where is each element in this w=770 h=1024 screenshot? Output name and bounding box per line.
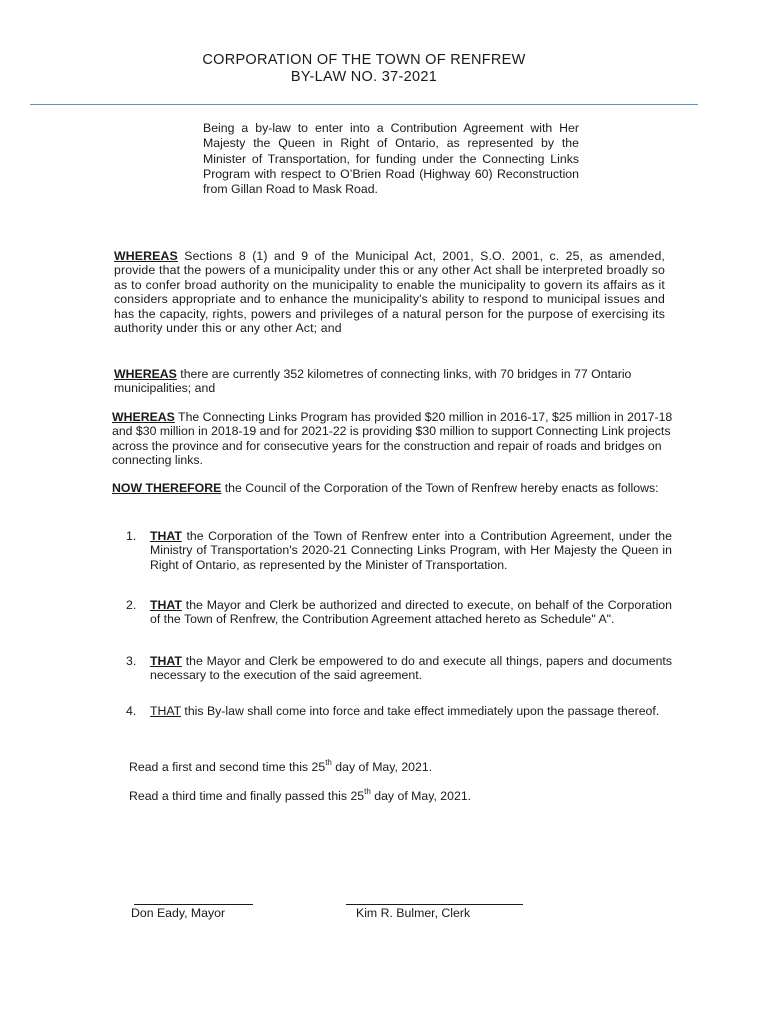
now-therefore-text: the Council of the Corporation of the Town of Renfrew hereby enacts as follows: bbox=[221, 481, 659, 495]
whereas-text: there are currently 352 kilometres of connecting links, with 70 bridges in 77 Ontario municipalities; and bbox=[114, 367, 632, 396]
that-keyword: THAT bbox=[150, 598, 182, 612]
header-divider bbox=[30, 104, 698, 105]
enactment-item-1 bbox=[126, 529, 672, 572]
mayor-name: Don Eady, Mayor bbox=[131, 906, 226, 920]
whereas-clause-1 bbox=[114, 249, 665, 335]
whereas-text: The Connecting Links Program has provided $20 million in 2016-17, $25 million in 2017-18 and $30 million in 2018-19 and for 2021-22 is providing $30 million to support Connecting Link projects across the province and for consecutive years for the construction and repair of roads and bridges on connecting links. bbox=[112, 410, 673, 468]
enactment-item-3 bbox=[126, 654, 672, 683]
whereas-clause-3 bbox=[112, 410, 684, 468]
corporation-title: CORPORATION OF THE TOWN OF RENFREW bbox=[202, 52, 526, 68]
ordinal-suffix: th bbox=[364, 787, 371, 796]
enactment-item-2 bbox=[126, 598, 672, 627]
reading-date: day of May, 2021. bbox=[331, 760, 433, 774]
now-therefore-keyword: NOW THEREFORE bbox=[112, 481, 222, 495]
reading-text: Read a third time and finally passed this 25 bbox=[129, 789, 365, 803]
item-number: 3. bbox=[126, 654, 137, 668]
item-number: 1. bbox=[126, 529, 137, 543]
item-text: the Mayor and Clerk be empowered to do and execute all things, papers and documents necessary to the execution of the said agreement. bbox=[150, 654, 672, 683]
whereas-text: Sections 8 (1) and 9 of the Municipal Act, 2001, S.O. 2001, c. 25, as amended, provide that the powers of a municipality under this or any other Act shall be interpreted broadly so as to confer broad authority on the municipality to enable the municipality to govern its affairs as it considers appropriate and to enhance the municipality's ability to respond to municipal issues and has the capacity, rights, powers and privileges of a natural person for the purpose of exercising its authority under this or any other Act; and bbox=[114, 249, 665, 336]
item-number: 4. bbox=[126, 704, 137, 718]
whereas-keyword: WHEREAS bbox=[114, 367, 177, 381]
item-number: 2. bbox=[126, 598, 137, 612]
bylaw-number: BY-LAW NO. 37-2021 bbox=[290, 69, 438, 85]
whereas-keyword: WHEREAS bbox=[112, 410, 175, 424]
ordinal-suffix: th bbox=[325, 758, 332, 767]
that-keyword: THAT bbox=[150, 704, 181, 718]
enactment-item-4 bbox=[126, 704, 672, 718]
first-reading bbox=[129, 760, 432, 774]
now-therefore-clause bbox=[112, 481, 672, 495]
that-keyword: THAT bbox=[150, 654, 182, 668]
item-text: this By-law shall come into force and take effect immediately upon the passage thereof. bbox=[180, 704, 660, 718]
whereas-clause-2 bbox=[114, 367, 665, 396]
item-text: the Corporation of the Town of Renfrew enter into a Contribution Agreement, under the Ministry of Transportation's 2020-21 Connecting Links Program, with Her Majesty the Queen in Right of Ontario, as represented by the Minister of Transportation. bbox=[150, 529, 672, 572]
clerk-signature-line bbox=[346, 904, 523, 905]
third-reading bbox=[129, 789, 471, 803]
reading-text: Read a first and second time this 25 bbox=[129, 760, 326, 774]
reading-date: day of May, 2021. bbox=[370, 789, 472, 803]
that-keyword: THAT bbox=[150, 529, 182, 543]
mayor-signature-line bbox=[134, 904, 253, 905]
clerk-name: Kim R. Bulmer, Clerk bbox=[356, 906, 471, 920]
item-text: the Mayor and Clerk be authorized and directed to execute, on behalf of the Corporation of the Town of Renfrew, the Contribution Agreement attached hereto as Schedule" A". bbox=[150, 598, 672, 627]
bylaw-purpose: Being a by-law to enter into a Contribution Agreement with Her Majesty the Queen in Right of Ontario, as represented by the Minister of Transportation, for funding under the Connecting Links Program with respect to O’Brien Road (Highway 60) Reconstruction from Gillan Road to Mask Road. bbox=[203, 121, 579, 197]
whereas-keyword: WHEREAS bbox=[114, 249, 178, 263]
